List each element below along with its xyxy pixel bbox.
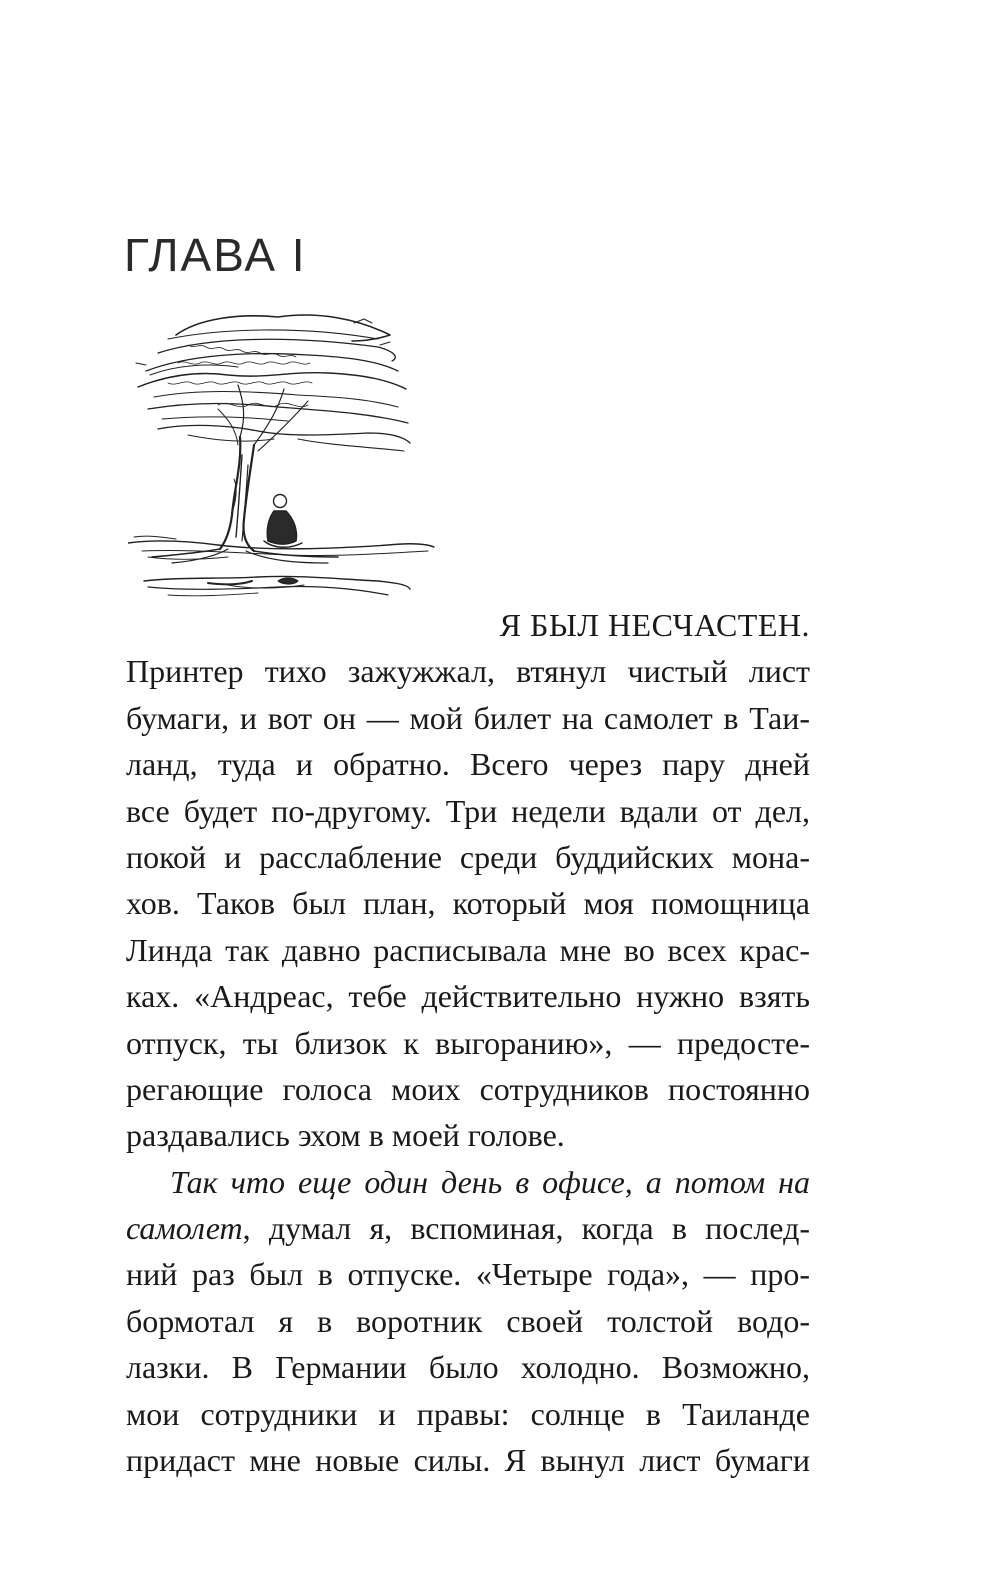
chapter-title: ГЛАВА I <box>124 229 307 281</box>
text-fragment: , думал я, вспоминая, когда в послед- <box>242 1210 810 1247</box>
text-line: лазки. В Германии было холодно. Возможно, <box>126 1349 810 1386</box>
text-line: отпуск, ты близок к выгоранию», — предосте- <box>126 1024 810 1061</box>
text-line: ланд, туда и обратно. Всего через пару дней <box>126 746 810 783</box>
text-line: бумаги, и вот он — мой билет на самолет в Таи- <box>126 699 810 736</box>
text-line: ний раз был в отпуске. «Четыре года», — про- <box>126 1256 810 1293</box>
text-line: хов. Таков был план, который моя помощница <box>126 885 810 922</box>
text-line: регающие голоса моих сотрудников постоянно <box>126 1070 810 1107</box>
italic-thought: самолет <box>126 1210 243 1247</box>
tree-meditating-monk-illustration <box>128 305 448 615</box>
text-line: раздавались эхом в моей голове. <box>126 1117 565 1154</box>
text-line: придаст мне новые силы. Я вынул лист бумаги <box>126 1442 810 1479</box>
text-line: все будет по-другому. Три недели вдали от дел, <box>126 792 810 829</box>
text-line <box>126 1205 810 1251</box>
text-line: Линда так давно расписывала мне во всех крас- <box>126 931 810 968</box>
text-line: бормотал я в воротник своей толстой водо- <box>126 1302 810 1339</box>
chapter-body-text <box>126 602 810 1483</box>
text-line: Принтер тихо зажужжал, втянул чистый лист <box>126 653 810 690</box>
opening-line: Я БЫЛ НЕСЧАСТЕН. <box>499 607 810 643</box>
italic-thought: Так что еще один день в офисе, а потом на <box>170 1163 810 1200</box>
text-line: покой и расслабление среди буддийских мона- <box>126 838 810 875</box>
text-line <box>126 1159 810 1205</box>
text-line: ках. «Андреас, тебе действительно нужно взять <box>126 978 810 1015</box>
text-line: мои сотрудники и правы: солнце в Таиланде <box>126 1395 810 1432</box>
